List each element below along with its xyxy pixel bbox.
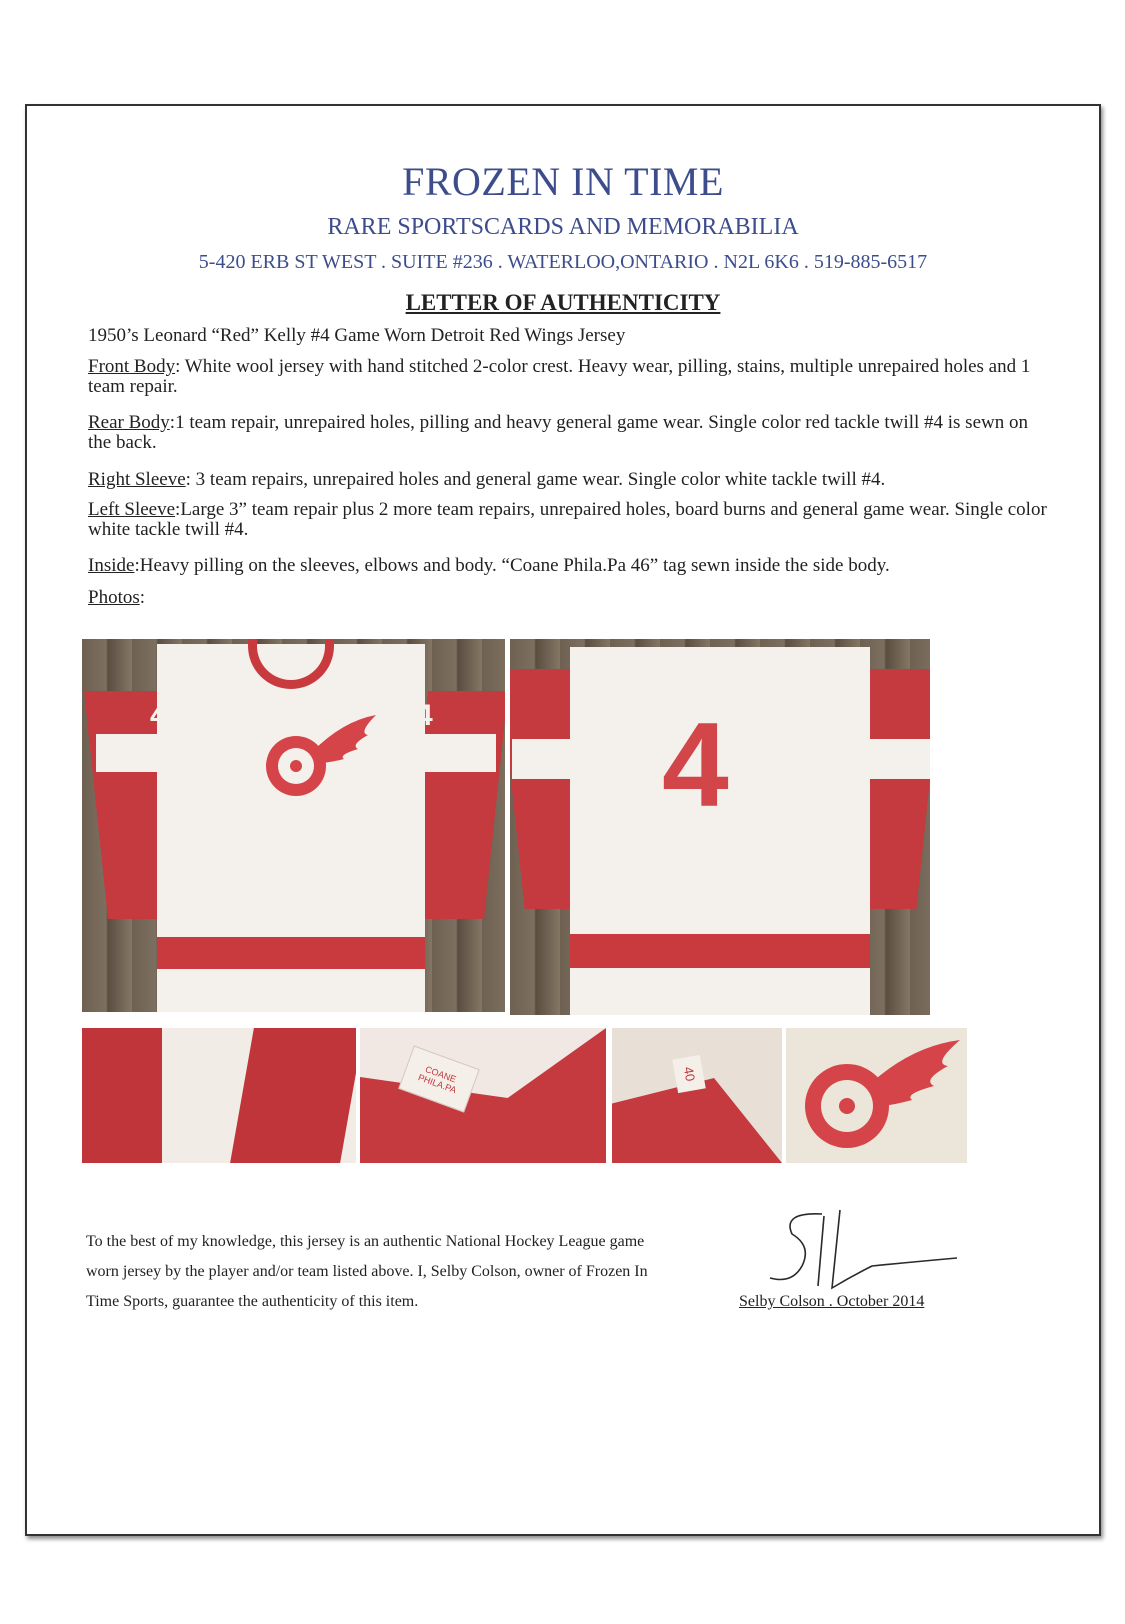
photo-coane-tag bbox=[360, 1028, 606, 1163]
jersey-red-fabric bbox=[612, 1078, 782, 1163]
section-left-sleeve: Left Sleeve:Large 3” team repair plus 2 more team repairs, unrepaired holes, board burns and general game wear. Single color white tackle twill #4. bbox=[88, 499, 1047, 540]
sleeve-red-band bbox=[230, 1028, 356, 1163]
section-label: Inside bbox=[88, 555, 135, 576]
photo-jersey-back bbox=[510, 639, 930, 1015]
section-label: Right Sleeve bbox=[88, 469, 186, 490]
manufacturer-tag: COANE PHILA.PA bbox=[398, 1045, 480, 1112]
company-tagline: RARE SPORTSCARDS AND MEMORABILIA bbox=[327, 214, 799, 240]
authenticity-letter bbox=[25, 104, 1101, 1536]
section-text: Heavy pilling on the sleeves, elbows and body. “Coane Phila.Pa 46” tag sewn inside the side body. bbox=[139, 555, 890, 576]
section-label: Rear Body bbox=[88, 412, 170, 433]
section-right-sleeve: Right Sleeve: 3 team repairs, unrepaired holes and general game wear. Single color white tackle twill #4. bbox=[88, 469, 886, 490]
size-tag: 40 bbox=[672, 1055, 705, 1093]
signature-name-date: Selby Colson . October 2014 bbox=[739, 1293, 925, 1310]
winged-wheel-crest-icon bbox=[258, 711, 378, 801]
authenticity-statement: To the best of my knowledge, this jersey is an authentic National Hockey League game worn jersey by the player and/or team listed above. I, Selby Colson, owner of Frozen In Time Sports, guarantee the authenticity of this item. bbox=[86, 1233, 648, 1310]
back-number: 4 bbox=[662, 698, 729, 832]
sleeve-number: 4 bbox=[416, 699, 433, 732]
section-text: Large 3” team repair plus 2 more team repairs, unrepaired holes, board burns and general game wear. Single color white tackle twill #4. bbox=[88, 499, 1047, 540]
company-address: 5-420 ERB ST WEST . SUITE #236 . WATERLOO,ONTARIO . N2L 6K6 . 519-885-6517 bbox=[198, 251, 928, 273]
photo-jersey-front bbox=[82, 639, 505, 1012]
section-inside: Inside:Heavy pilling on the sleeves, elbows and body. “Coane Phila.Pa 46” tag sewn inside the side body. bbox=[88, 555, 890, 576]
hem-stripe bbox=[570, 934, 870, 968]
photo-crest-closeup bbox=[786, 1028, 967, 1163]
company-name: FROZEN IN TIME bbox=[402, 159, 724, 204]
hem-stripe bbox=[157, 937, 425, 969]
document-title: LETTER OF AUTHENTICITY bbox=[405, 290, 721, 315]
sleeve-stripe bbox=[416, 734, 496, 772]
section-front-body: Front Body: White wool jersey with hand stitched 2-color crest. Heavy wear, pilling, stains, multiple unrepaired holes and 1 team repair. bbox=[88, 356, 1031, 397]
sleeve-red-band bbox=[82, 1028, 162, 1163]
photo-sleeve-repair bbox=[82, 1028, 356, 1163]
section-rear-body: Rear Body:1 team repair, unrepaired holes, pilling and heavy general game wear. Single color red tackle twill #4 is sewn on the back. bbox=[88, 412, 1028, 453]
section-label: Left Sleeve bbox=[88, 499, 176, 520]
winged-wheel-crest-icon bbox=[792, 1036, 962, 1156]
section-label: Photos bbox=[88, 587, 140, 608]
section-photos: Photos: bbox=[88, 587, 146, 608]
section-label: Front Body bbox=[88, 356, 176, 377]
jersey-inside bbox=[360, 1028, 606, 1098]
item-description: 1950’s Leonard “Red” Kelly #4 Game Worn Detroit Red Wings Jersey bbox=[88, 325, 626, 346]
section-text: White wool jersey with hand stitched 2-color crest. Heavy wear, pilling, stains, multiple unrepaired holes and 1 team repair. bbox=[88, 356, 1031, 397]
section-text: 1 team repair, unrepaired holes, pilling and heavy general game wear. Single color red tackle twill #4 is sewn on the back. bbox=[88, 412, 1028, 453]
sleeve-number: 4 bbox=[150, 699, 167, 732]
handwritten-signature bbox=[762, 1206, 962, 1296]
photo-size-tag bbox=[612, 1028, 782, 1163]
section-text: 3 team repairs, unrepaired holes and general game wear. Single color white tackle twill #4. bbox=[195, 469, 886, 490]
